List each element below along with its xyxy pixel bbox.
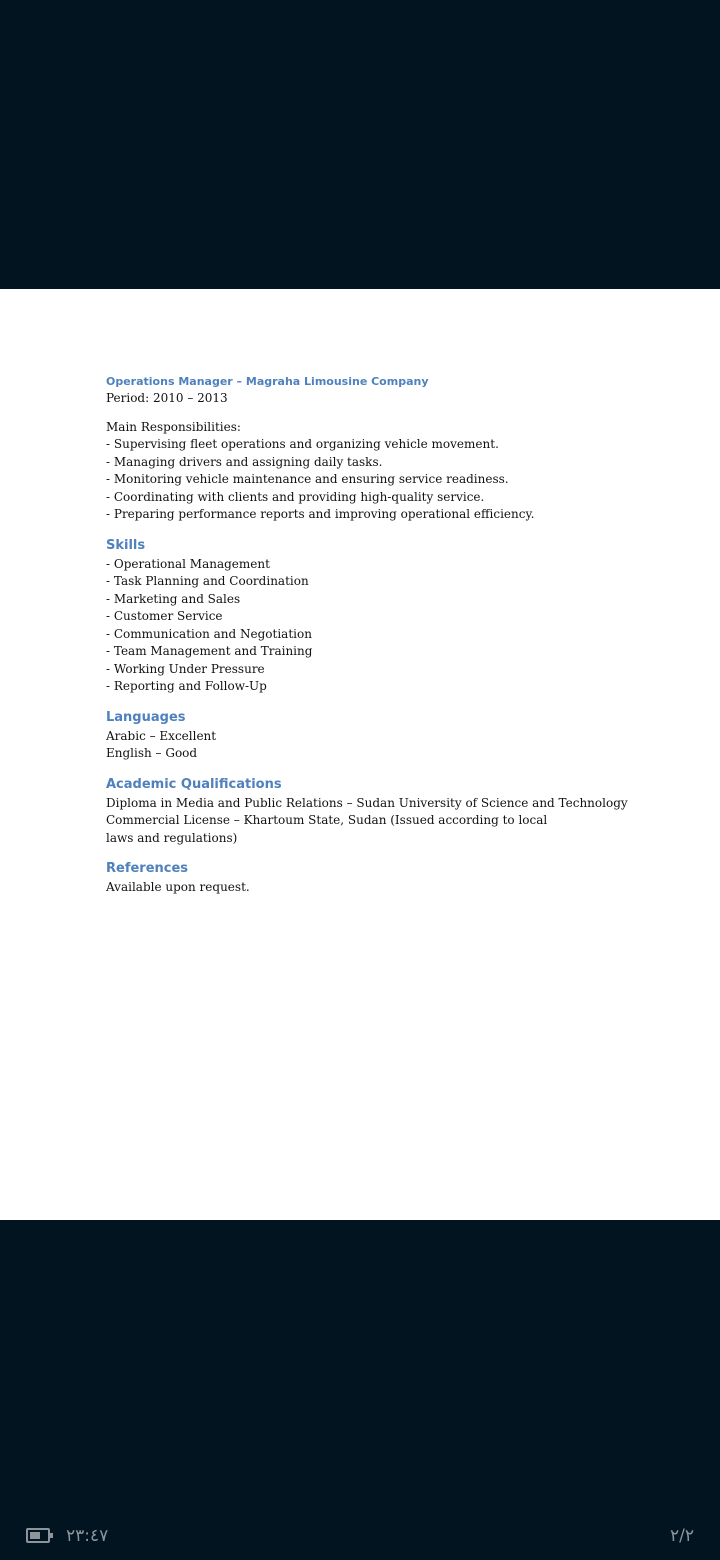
list-item: - Managing drivers and assigning daily tasks. bbox=[106, 454, 383, 469]
list-item: - Team Management and Training bbox=[106, 644, 313, 658]
list-item: - Preparing performance reports and improving operational efficiency. bbox=[106, 507, 535, 521]
list-item: - Operational Management bbox=[106, 556, 270, 571]
resume-content bbox=[106, 373, 628, 897]
academic-heading: Academic Qualifications bbox=[106, 776, 282, 792]
list-item: - Working Under Pressure bbox=[106, 661, 265, 676]
responsibilities-label: Main Responsibilities: bbox=[106, 419, 241, 434]
list-item: - Supervising fleet operations and organizing vehicle movement. bbox=[106, 437, 499, 451]
skills-list bbox=[106, 556, 606, 696]
battery-icon bbox=[26, 1528, 50, 1543]
list-item: English – Good bbox=[106, 746, 198, 760]
job-title: Operations Manager – Magraha Limousine Company bbox=[106, 375, 429, 388]
responsibilities-list bbox=[106, 436, 606, 524]
list-item: Commercial License – Khartoum State, Sudan (Issued according to local laws and regulations) bbox=[106, 813, 548, 845]
list-item: - Marketing and Sales bbox=[106, 591, 241, 606]
skills-heading: Skills bbox=[106, 537, 146, 553]
list-item: - Task Planning and Coordination bbox=[106, 574, 309, 588]
page-indicator: ٢/٢ bbox=[670, 1526, 694, 1546]
status-bar bbox=[0, 1520, 720, 1552]
list-item: Diploma in Media and Public Relations – Sudan University of Science and Technology bbox=[106, 795, 628, 810]
languages-heading: Languages bbox=[106, 709, 186, 725]
academic-list bbox=[106, 795, 628, 848]
list-item: - Communication and Negotiation bbox=[106, 626, 312, 641]
list-item: - Reporting and Follow-Up bbox=[106, 679, 267, 693]
list-item: - Monitoring vehicle maintenance and ensuring service readiness. bbox=[106, 472, 509, 486]
list-item: Arabic – Excellent bbox=[106, 728, 217, 743]
document-page[interactable] bbox=[0, 289, 720, 1220]
status-time: ٢٣:٤٧ bbox=[66, 1526, 109, 1546]
spacer bbox=[106, 408, 606, 419]
languages-list bbox=[106, 728, 606, 763]
list-item: - Coordinating with clients and providing high-quality service. bbox=[106, 489, 485, 504]
job-period: Period: 2010 – 2013 bbox=[106, 391, 228, 405]
references-text: Available upon request. bbox=[106, 880, 250, 894]
references-heading: References bbox=[106, 861, 189, 876]
list-item: - Customer Service bbox=[106, 609, 223, 623]
